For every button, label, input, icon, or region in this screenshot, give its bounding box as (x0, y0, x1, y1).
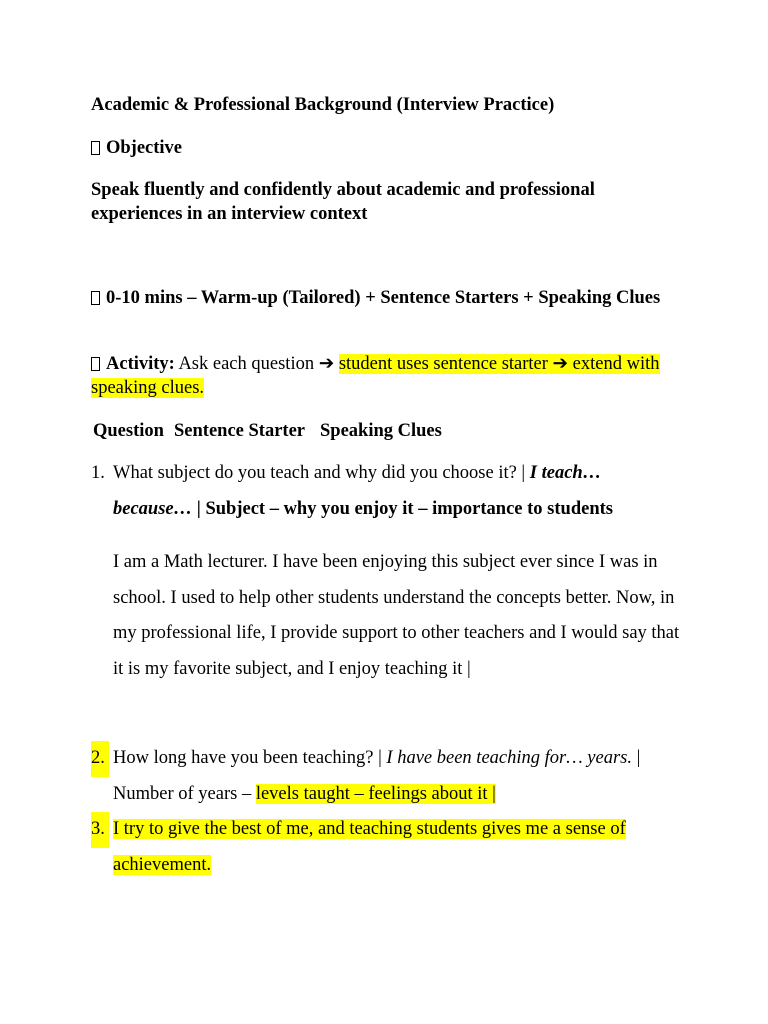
activity-text: Ask each question ➔ (174, 354, 339, 374)
separator: | Number of years – (113, 748, 641, 804)
checkbox-glyph-icon (91, 291, 100, 305)
document-title: Academic & Professional Background (Interview Practice) (91, 95, 555, 115)
checkbox-glyph-icon (91, 357, 100, 371)
list-item-question (113, 741, 683, 812)
section-heading-label: 0-10 mins – Warm-up (Tailored) + Sentence Starters + Speaking Clues (106, 288, 661, 308)
activity-line (91, 352, 681, 400)
table-header-sentence-starter: Sentence Starter (174, 421, 305, 441)
checkbox-glyph-icon (91, 141, 100, 155)
table-header-speaking-clues: Speaking Clues (320, 421, 442, 441)
objective-heading (91, 136, 681, 160)
section-heading (91, 286, 681, 310)
list-item-number: 2. (91, 741, 109, 777)
list-item-number: 3. (91, 812, 109, 848)
highlighted-statement: I try to give the best of me, and teaching students gives me a sense of achievement. (113, 819, 626, 875)
question-text: How long have you been teaching? | (113, 748, 387, 768)
list-item-number: 1. (91, 463, 105, 483)
activity-highlighted-text: student uses sentence starter ➔ extend with speaking clues. (91, 354, 660, 398)
speaking-clues: Subject – why you enjoy it – importance to students (205, 498, 613, 519)
list-item-question (113, 456, 683, 527)
sample-answer: I am a Math lecturer. I have been enjoying this subject ever since I was in school. I used to help other students understand the concepts better. Now, in my professional life, I provide support to other teachers and I would say that it is my favorite subject, and I enjoy teaching it | (113, 552, 680, 679)
sentence-starter: I teach… because… (113, 463, 602, 519)
activity-label: Activity: (106, 354, 175, 374)
question-text: What subject do you teach and why did you choose it? | (113, 463, 530, 483)
objective-text: Speak fluently and confidently about academic and professional experiences in an interview context (91, 180, 595, 224)
speaking-clues-highlighted: levels taught – feelings about it | (255, 783, 496, 804)
sentence-starter: I have been teaching for… years. (386, 748, 632, 768)
separator: | (192, 498, 206, 519)
objective-heading-label: Objective (106, 138, 183, 158)
table-header-question: Question (93, 421, 164, 441)
list-item-text (113, 812, 683, 883)
